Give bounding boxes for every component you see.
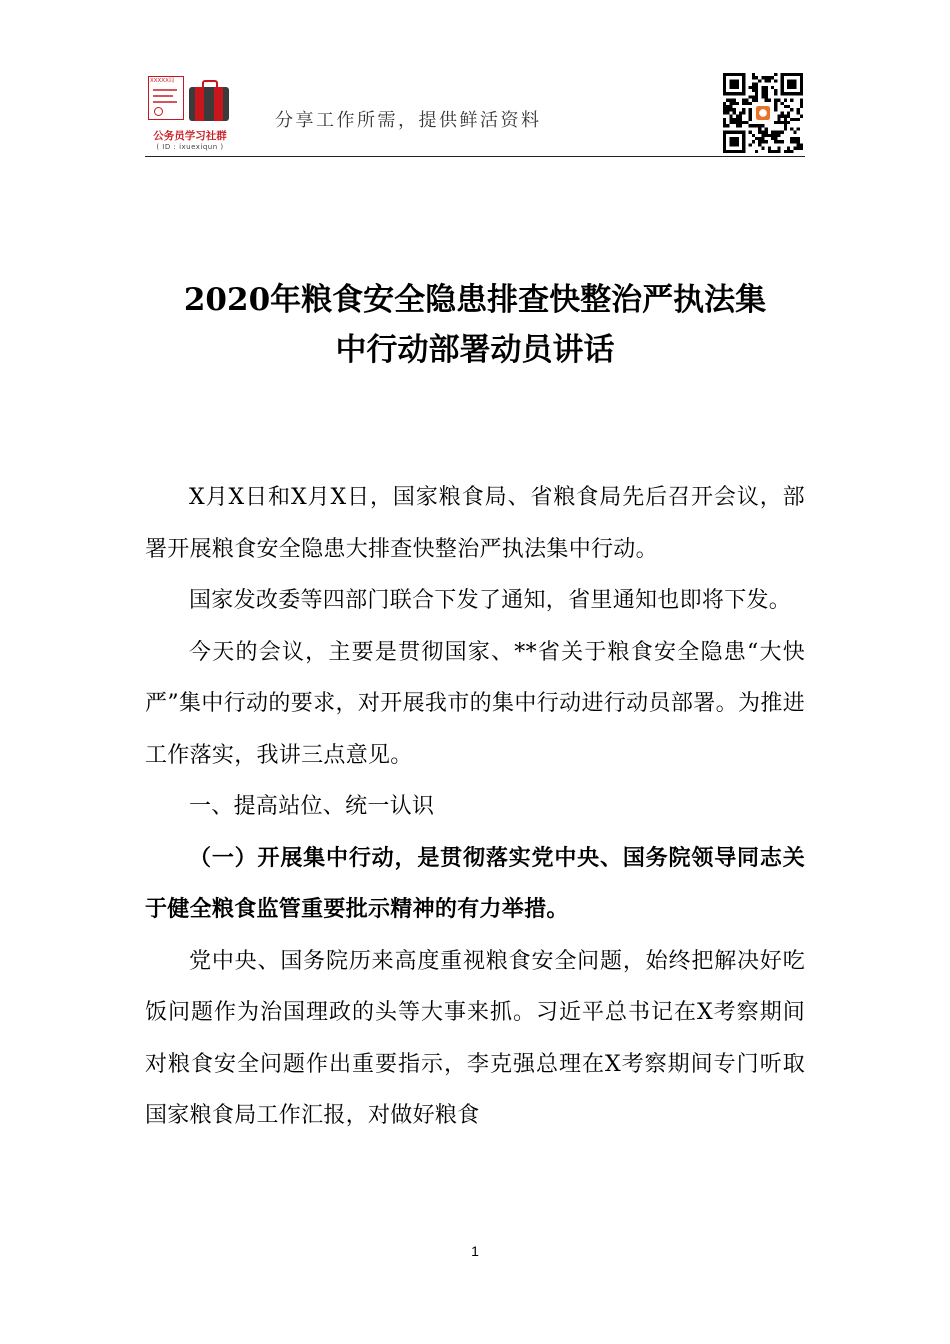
document-title [100,275,850,375]
qr-module [752,86,755,89]
qr-module [771,137,774,140]
qr-module [777,118,780,121]
qr-module [755,83,758,86]
qr-module [723,105,726,108]
qr-module [787,105,790,108]
qr-module [726,105,729,108]
qr-module [755,92,758,95]
qr-module [797,108,800,111]
qr-module [774,73,777,76]
qr-module [745,121,748,124]
qr-module [739,111,742,114]
qr-module [761,92,764,95]
logo-doc-line [153,101,177,103]
qr-module [774,134,777,137]
qr-module [790,118,793,121]
qr-module [736,115,739,118]
qr-module [774,99,777,102]
qr-module [765,86,768,89]
qr-module [739,115,742,118]
qr-module [784,121,787,124]
qr-module [736,121,739,124]
qr-module [739,121,742,124]
qr-module [723,108,726,111]
qr-module [771,86,774,89]
qr-module [761,89,764,92]
qr-module [793,140,796,143]
qr-module [723,111,726,114]
page-header [145,68,805,160]
qr-module [761,86,764,89]
qr-module [729,121,732,124]
qr-module [777,121,780,124]
qr-module [758,140,761,143]
qr-module [765,76,768,79]
qr-code-icon [723,73,803,153]
title-line-2: 中行动部署动员讲话 [335,332,615,368]
seal-icon [154,107,163,116]
logo-doc-line [153,95,173,97]
qr-module [723,118,726,121]
qr-module [777,131,780,134]
qr-module [777,140,780,143]
qr-module [733,108,736,111]
qr-module [745,99,748,102]
qr-module [797,137,800,140]
qr-module [784,127,787,130]
qr-module [749,102,752,105]
qr-module [774,140,777,143]
qr-module [733,111,736,114]
qr-module [781,140,784,143]
qr-module [768,150,771,153]
qr-module [765,89,768,92]
qr-module [797,111,800,114]
qr-module [790,108,793,111]
qr-module [755,150,758,153]
qr-module [723,121,726,124]
qr-module [768,76,771,79]
qr-module [777,147,780,150]
qr-module [800,115,803,118]
qr-module [729,108,732,111]
header-slogan: 分享工作所需，提供鲜活资料 [275,110,542,131]
qr-module [729,102,732,105]
qr-module [755,99,758,102]
qr-module [752,134,755,137]
section-heading: 一、提高站位、统一认识 [189,794,435,819]
qr-module [790,137,793,140]
qr-module [752,89,755,92]
qr-module [771,150,774,153]
qr-module [739,118,742,121]
qr-module [755,86,758,89]
qr-module [800,143,803,146]
qr-module [723,102,726,105]
qr-module [733,99,736,102]
qr-module [752,99,755,102]
document-body [145,472,805,1142]
qr-module [749,124,752,127]
qr-module [749,95,752,98]
qr-module [758,124,761,127]
qr-module [752,76,755,79]
qr-module [765,127,768,130]
qr-module [774,108,777,111]
page-number: 1 [471,1243,479,1259]
qr-module [787,111,790,114]
qr-module [749,143,752,146]
qr-module [774,121,777,124]
qr-module [793,137,796,140]
qr-module [787,121,790,124]
qr-module [771,131,774,134]
qr-module [726,99,729,102]
qr-module [774,131,777,134]
qr-module [761,124,764,127]
qr-module [790,127,793,130]
qr-module [755,76,758,79]
qr-module [755,137,758,140]
qr-module [765,140,768,143]
qr-module [793,131,796,134]
qr-module [784,150,787,153]
header-divider [145,156,805,157]
logo-doc-line [153,89,177,91]
qr-module [787,147,790,150]
qr-module [774,150,777,153]
qr-module [793,118,796,121]
qr-module [742,108,745,111]
paragraph: 今天的会议，主要是贯彻国家、**省关于粮食安全隐患“大快严”集中行动的要求，对开展我市的集中行动进行动员部署。为推进工作落实，我讲三点意见。 [145,639,805,768]
qr-module [781,111,784,114]
qr-module [787,150,790,153]
qr-module [800,105,803,108]
qr-module [752,73,755,76]
qr-module [758,79,761,82]
qr-module [781,115,784,118]
qr-module [777,99,780,102]
qr-module [733,102,736,105]
qr-module [765,95,768,98]
logo-doc-label: XXXXX局 [150,78,175,84]
qr-module [784,99,787,102]
qr-module [774,137,777,140]
qr-module [761,131,764,134]
qr-module [752,83,755,86]
logo-name: 公务员学习社群 [153,130,227,142]
qr-module [765,92,768,95]
qr-module [774,92,777,95]
qr-module [774,89,777,92]
qr-module [726,124,729,127]
qr-module [755,89,758,92]
briefcase-stripe [214,87,223,121]
qr-module [793,147,796,150]
logo-id: ( ID : ixuexiqun ) [156,143,224,151]
qr-module [742,99,745,102]
briefcase-icon [189,87,229,121]
qr-module [797,143,800,146]
qr-module [790,99,793,102]
qr-module [758,127,761,130]
qr-module [752,140,755,143]
qr-module [777,134,780,137]
qr-module [768,147,771,150]
qr-module [765,131,768,134]
qr-module [749,111,752,114]
paragraph: 国家发改委等四部门联合下发了通知，省里通知也即将下发。 [189,588,792,613]
qr-module [790,150,793,153]
qr-module [761,134,764,137]
qr-module [752,95,755,98]
qr-module [781,121,784,124]
paragraph: 党中央、国务院历来高度重视粮食安全问题，始终把解决好吃饭问题作为治国理政的头等大事来抓。习近平总书记在X考察期间对粮食安全问题作出重要指示，李克强总理在X考察期间专门听取国家粮食局工作汇报，对做好粮食 [145,948,805,1128]
qr-module [736,102,739,105]
qr-module [749,118,752,121]
qr-module [729,115,732,118]
qr-module [758,137,761,140]
qr-module [765,79,768,82]
qr-module [749,108,752,111]
qr-module [784,124,787,127]
qr-module [723,124,726,127]
qr-module [726,108,729,111]
qr-module [784,115,787,118]
qr-module [784,118,787,121]
qr-module [784,105,787,108]
qr-module [768,99,771,102]
qr-module [729,99,732,102]
qr-module [771,134,774,137]
qr-module [765,99,768,102]
qr-module [752,124,755,127]
qr-module [749,115,752,118]
qr-module [790,140,793,143]
qr-module [797,118,800,121]
qr-module [726,111,729,114]
qr-module [800,147,803,150]
qr-module [742,121,745,124]
qr-module [774,102,777,105]
qr-module [771,76,774,79]
document-icon [148,76,184,120]
qr-module [768,134,771,137]
subsection-heading: （一）开展集中行动，是贯彻落实党中央、国务院领导同志关于健全粮食监管重要批示精神的有力举措。 [145,844,805,922]
qr-module [800,102,803,105]
qr-module [729,105,732,108]
qr-module [761,76,764,79]
qr-module [761,140,764,143]
qr-module [761,137,764,140]
qr-module [742,102,745,105]
qr-module [749,131,752,134]
qr-module [739,124,742,127]
qr-module [781,131,784,134]
qr-module [755,124,758,127]
qr-module [800,99,803,102]
qr-module [736,124,739,127]
qr-module [745,102,748,105]
qr-module [761,95,764,98]
qr-module [774,79,777,82]
qr-module [768,79,771,82]
qr-module [797,127,800,130]
qr-module [797,147,800,150]
qr-module [787,115,790,118]
qr-module [758,131,761,134]
qr-module [733,118,736,121]
qr-module [797,140,800,143]
qr-module [742,111,745,114]
brand-logo [145,68,235,154]
paragraph: X月X日和X月X日，国家粮食局、省粮食局先后召开会议，部署开展粮食安全隐患大排查快整治严执法集中行动。 [145,485,805,562]
qr-module [733,121,736,124]
qr-module [758,143,761,146]
qr-module [749,86,752,89]
qr-module [777,150,780,153]
qr-module [774,105,777,108]
title-line-1: 2020年粮食安全隐患排查快整治严执法集 [183,282,767,318]
qr-module [765,134,768,137]
qr-module [755,95,758,98]
qr-module [777,115,780,118]
qr-module [761,147,764,150]
qr-module [736,118,739,121]
qr-module [781,102,784,105]
qr-module [729,118,732,121]
briefcase-stripe [195,87,204,121]
